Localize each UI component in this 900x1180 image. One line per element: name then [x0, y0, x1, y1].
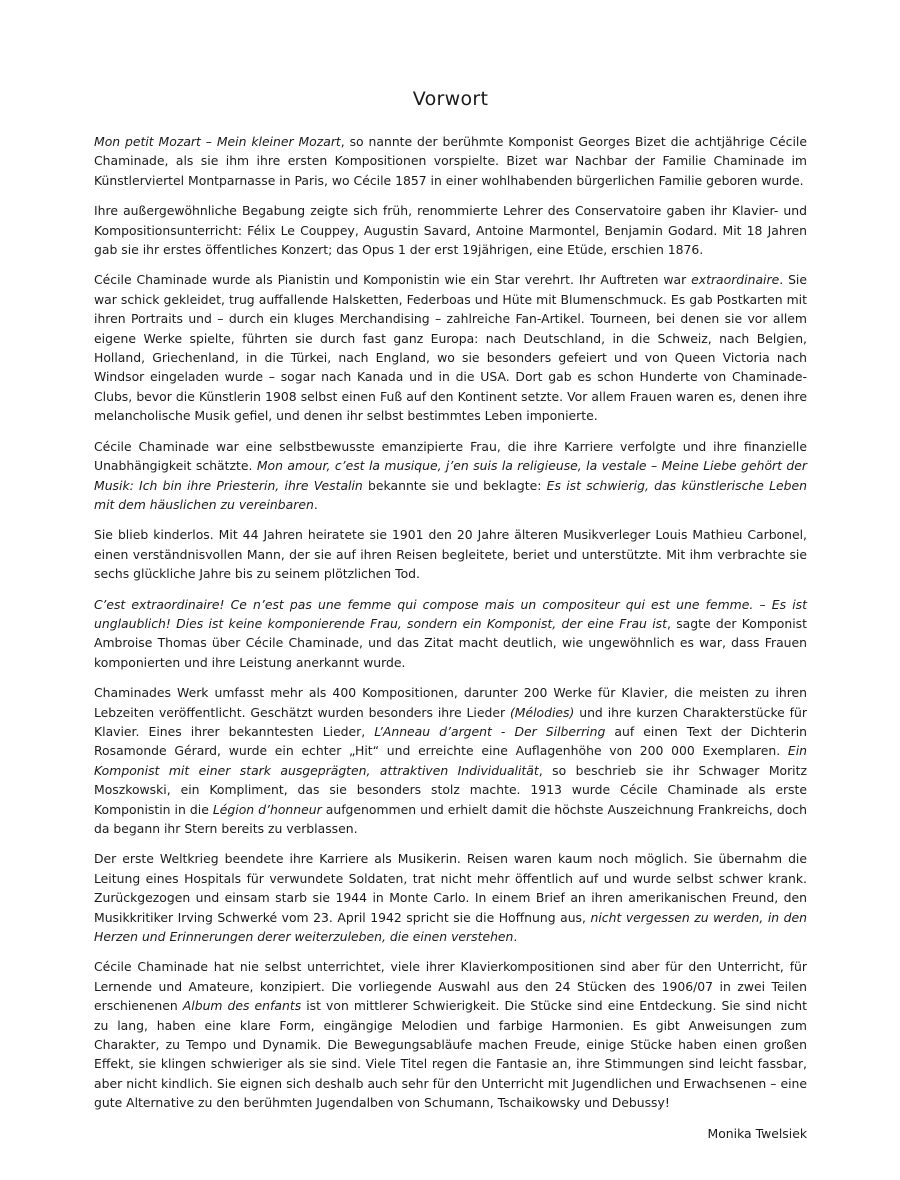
paragraph — [94, 132, 807, 190]
paragraph — [94, 595, 807, 673]
page-title: Vorwort — [412, 88, 489, 110]
paragraph-text: ist von mittlerer Schwierigkeit. Die Stücke sind eine Entdeckung. Sie sind nicht zu lang, haben eine klare Form, eingängige Melodien und farbige Harmonien. Es gibt Anweisungen zum Charakter, zu Tempo und Dynamik. Die Bewegungsabläufe machen Freude, einige Stücke haben einen großen Effekt, sie klingen schwieriger als sie sind. Viele Titel regen die Fantasie an, ihre Stimmungen sind leicht fassbar, aber nicht kindlich. Sie eignen sich deshalb auch sehr für den Unterricht mit Jugendlichen und Erwachsenen – eine gute Alternative zu den berühmten Jugendalben von Schumann, Tschaikowsky und Debussy! — [94, 998, 807, 1111]
paragraph — [94, 525, 807, 583]
document-body — [94, 132, 807, 1113]
paragraph — [94, 270, 807, 425]
paragraph-text: . Sie war schick gekleidet, trug auffallende Halsketten, Federboas und Hüte mit Blumenschmuck. Es gab Postkarten mit ihren Portraits und – durch ein kluges Merchandising – zahlreiche Fan-Artikel. Tourneen, bei denen sie vor allem eigene Werke spielte, führten sie durch fast ganz Europa: nach Deutschland, in die Schweiz, nach Belgien, Holland, Griechenland, in die Türkei, nach England, wo sie besonders gefeiert und von Queen Victoria nach Windsor eingeladen wurde – sogar nach Kanada und in die USA. Dort gab es schon Hunderte von Chaminade-Clubs, bevor die Künstlerin 1908 selbst einen Fuß auf den Kontinent setzte. Vor allem Frauen waren es, denen ihre melancholische Musik gefiel, und denen ihr selbst bestimmtes Leben imponierte. — [94, 272, 807, 424]
italic-text: Mon petit Mozart – Mein kleiner Mozart — [94, 134, 341, 149]
paragraph — [94, 201, 807, 259]
paragraph-text: Ihre außergewöhnliche Begabung zeigte sich früh, renommierte Lehrer des Conservatoire gaben ihr Klavier- und Kompositionsunterricht: Félix Le Couppey, Augustin Savard, Antoine Marmontel, Benjamin Godard. Mit 18 Jahren gab sie ihr erstes öffentliches Konzert; das Opus 1 der erst 19jährigen, eine Etüde, erschien 1876. — [94, 203, 807, 258]
italic-text: L’Anneau d’argent - Der Silberring — [374, 723, 606, 739]
paragraph-text: und ihre kurzen Charakterstücke für Klavier. Eines ihrer bekanntesten Lieder, — [94, 704, 807, 739]
author-signature: Monika Twelsiek — [707, 1125, 807, 1141]
paragraph-text: Cécile Chaminade wurde als Pianistin und Komponistin wie ein Star verehrt. Ihr Auftreten war — [94, 272, 692, 288]
paragraph — [94, 683, 807, 838]
italic-text: extraordinaire — [691, 272, 780, 288]
paragraph-text: Der erste Weltkrieg beendete ihre Karriere als Musikerin. Reisen waren kaum noch möglich. Sie übernahm die Leitung eines Hospitals für verwundete Soldaten, trat nicht mehr öffentlich auf und wurde selbst schwer krank. Zurückgezogen und einsam starb sie 1944 in Monte Carlo. In einem Brief an ihren amerikanischen Freund, den Musikkritiker Irving Schwerké vom 23. April 1942 spricht sie die Hoffnung aus, — [94, 851, 807, 925]
paragraph-text: , sagte der Komponist Ambroise Thomas über Cécile Chaminade, und das Zitat macht deutlich, wie ungewöhnlich es war, dass Frauen komponierten und ihre Leistung anerkannt wurde. — [94, 615, 807, 670]
italic-text: Album des enfants — [182, 998, 302, 1014]
paragraph-text: Cécile Chaminade hat nie selbst unterrichtet, viele ihrer Klavierkompositionen sind aber für den Unterricht, für Lernende und Amateure, konzipiert. Die vorliegende Auswahl aus den 24 Stücken des 1906/07 in zwei Teilen erschienenen — [94, 959, 807, 1014]
italic-text: Légion d’honneur — [212, 801, 322, 817]
paragraph — [94, 437, 807, 515]
document-page — [94, 88, 807, 1143]
paragraph — [94, 957, 807, 1112]
paragraph-text: , so nannte der berühmte Komponist Georges Bizet die achtjährige Cécile Chaminade, als sie ihm ihre ersten Kompositionen vorspielte. Bizet war Nachbar der Familie Chaminade im Künstlerviertel Montparnasse in Paris, wo Cécile 1857 in einer wohlhabenden bürgerlichen Familie geboren wurde. — [94, 134, 807, 188]
paragraph-text: . — [513, 929, 518, 945]
paragraph-text: , so beschrieb sie ihr Schwager Moritz Moszkowski, ein Kompliment, das sie besonders stolz machte. 1913 wurde Cécile Chaminade als erste Komponistin in die — [94, 762, 807, 817]
italic-text: Mon amour, c’est la musique, j’en suis la religieuse, la vestale – Meine Liebe gehört der Musik: Ich bin ihre Priesterin, ihre Vestalin — [94, 458, 807, 493]
paragraph — [94, 849, 807, 946]
paragraph-text: Cécile Chaminade war eine selbstbewusste emanzipierte Frau, die ihre Karriere verfolgte und ihre finanzielle Unabhängigkeit schätzte. — [94, 438, 807, 474]
italic-text: C’est extraordinaire! Ce n’est pas une femme qui compose mais un compositeur qui est une femme. – Es ist unglaublich! Dies ist keine komponierende Frau, sondern ein Komponist, der eine Frau ist — [94, 596, 807, 631]
paragraph-text: . — [313, 496, 318, 512]
italic-text: Ein Komponist mit einer stark ausgeprägten, attraktiven Individualität — [94, 743, 807, 778]
paragraph-text: auf einen Text der Dichterin Rosamonde Gérard, wurde ein echter „Hit“ und erreichte eine Auflagenhöhe von 200 000 Exemplaren. — [94, 723, 807, 759]
paragraph-text: bekannte sie und beklagte: — [362, 477, 547, 493]
paragraph-text: Chaminades Werk umfasst mehr als 400 Kompositionen, darunter 200 Werke für Klavier, die meisten zu ihren Lebzeiten veröffentlicht. Geschätzt wurden besonders ihre Lieder — [94, 685, 807, 720]
paragraph-text: aufgenommen und erhielt damit die höchste Auszeichnung Frankreichs, doch da begann ihr Stern bereits zu verblassen. — [94, 801, 807, 836]
italic-text: Es ist schwierig, das künstlerische Leben mit dem häuslichen zu vereinbaren — [94, 477, 807, 512]
italic-text: (Mélodies) — [509, 704, 575, 720]
italic-text: nicht vergessen zu werden, in den Herzen und Erinnerungen derer weiterzuleben, die einen verstehen — [94, 909, 807, 945]
paragraph-text: Sie blieb kinderlos. Mit 44 Jahren heiratete sie 1901 den 20 Jahre älteren Musikverleger Louis Mathieu Carbonel, einen verständnisvollen Mann, der sie auf ihren Reisen begleitete, beriet und unterstützte. Mit ihm verbrachte sie sechs glückliche Jahre bis zu seinem plötzlichen Tod. — [94, 527, 807, 582]
